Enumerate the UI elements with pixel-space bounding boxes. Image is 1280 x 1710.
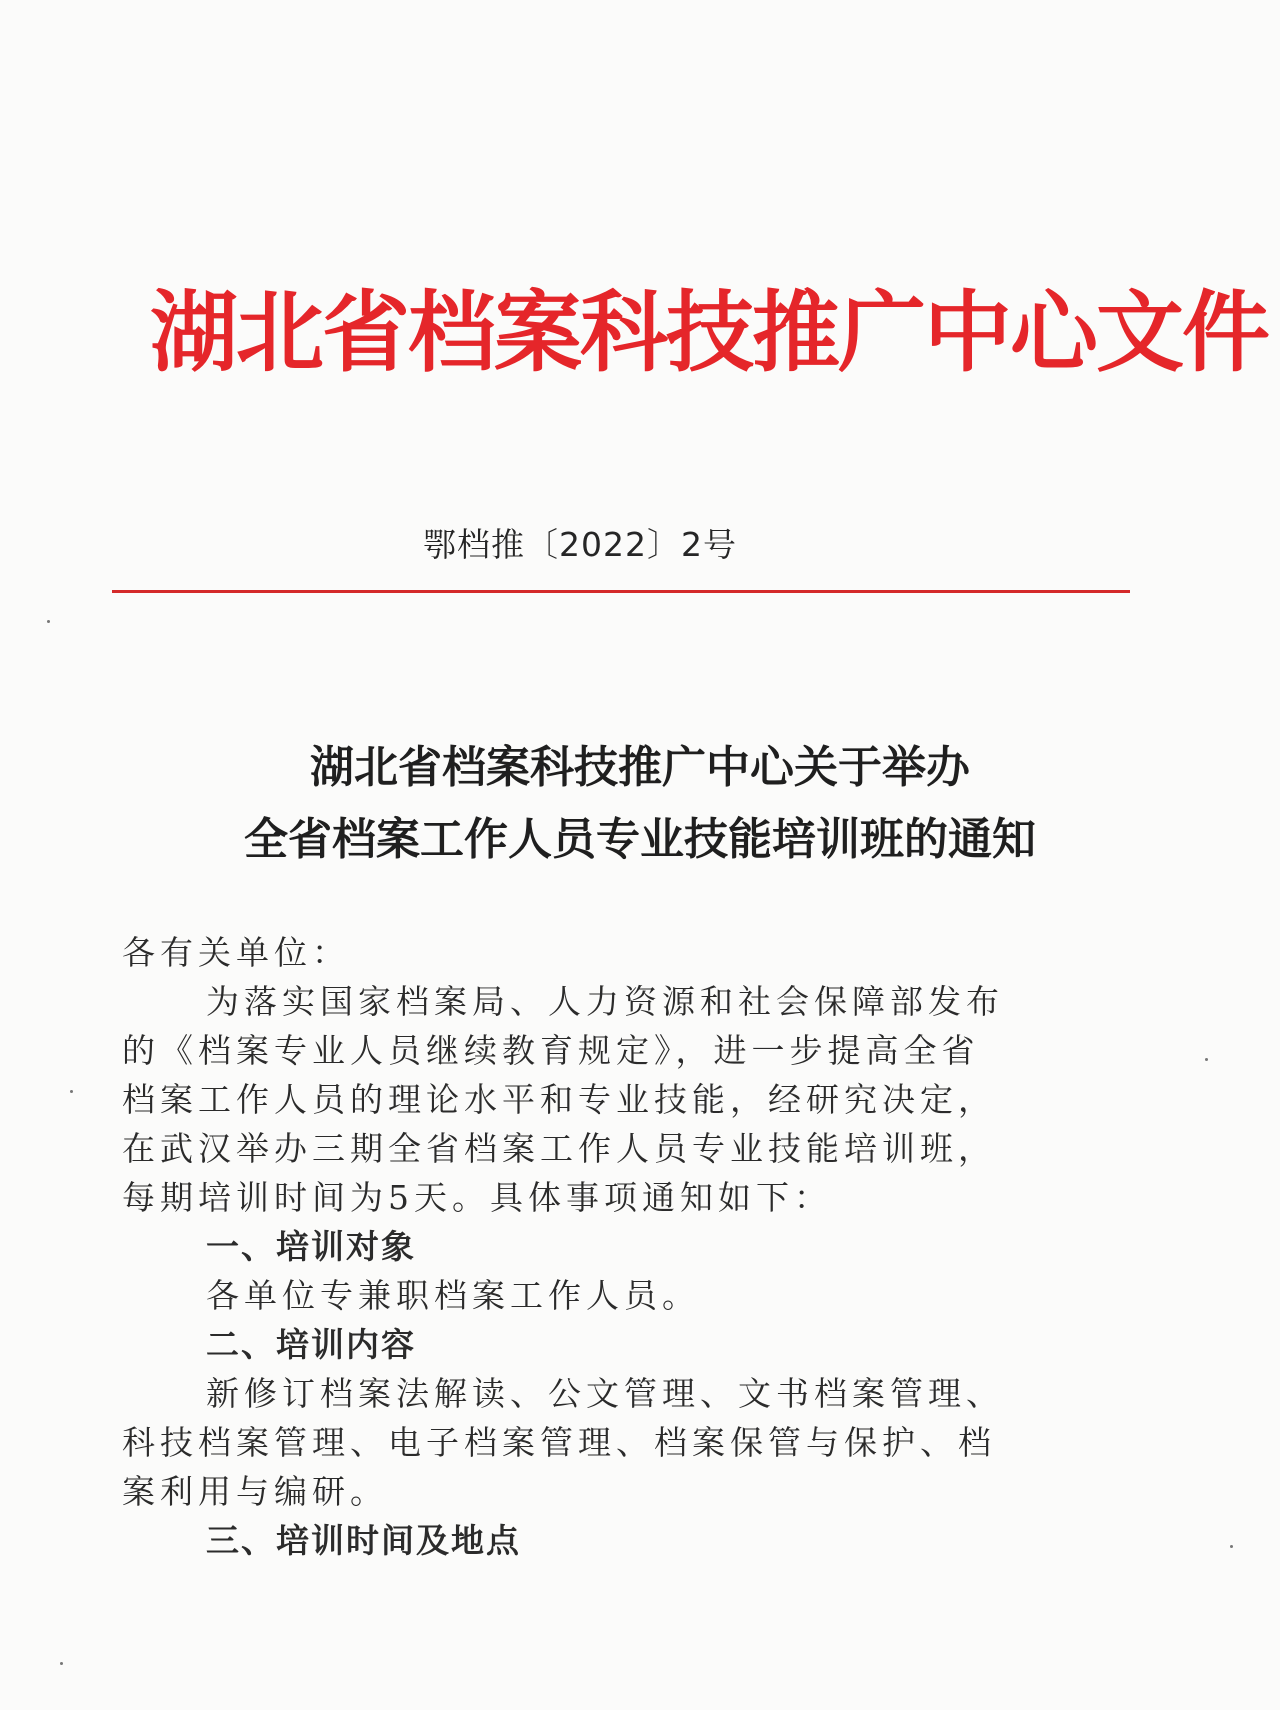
section-text-line: 案利用与编研。 xyxy=(122,1472,388,1511)
scan-speck xyxy=(60,1662,63,1665)
scan-speck xyxy=(1230,1545,1233,1548)
scan-speck xyxy=(47,620,50,623)
section-text-line: 新修订档案法解读、公文管理、文书档案管理、 xyxy=(206,1374,1004,1413)
document-number: 鄂档推〔2022〕2号 xyxy=(423,525,737,564)
notice-title-line: 全省档案工作人员专业技能培训班的通知 xyxy=(244,814,1036,865)
scan-speck xyxy=(1205,1058,1208,1061)
body-paragraph-line: 在武汉举办三期全省档案工作人员专业技能培训班， xyxy=(122,1129,996,1168)
salutation: 各有关单位： xyxy=(122,933,350,972)
notice-title-line: 湖北省档案科技推广中心关于举办 xyxy=(310,742,970,793)
body-paragraph-line: 档案工作人员的理论水平和专业技能，经研究决定， xyxy=(122,1080,996,1119)
notice-body xyxy=(122,928,1082,1565)
notice-title xyxy=(120,732,1160,876)
section-text: 各单位专兼职档案工作人员。 xyxy=(206,1276,700,1315)
body-paragraph-line: 的《档案专业人员继续教育规定》，进一步提高全省 xyxy=(122,1031,980,1070)
section-heading: 一、培训对象 xyxy=(206,1227,416,1266)
body-paragraph-line: 每期培训时间为5天。具体事项通知如下： xyxy=(122,1178,832,1217)
section-text-line: 科技档案管理、电子档案管理、档案保管与保护、档 xyxy=(122,1423,996,1462)
scan-speck xyxy=(70,1090,73,1093)
red-separator-line xyxy=(112,590,1130,593)
body-paragraph-line: 为落实国家档案局、人力资源和社会保障部发布 xyxy=(206,982,1004,1021)
section-heading: 二、培训内容 xyxy=(206,1325,416,1364)
org-file-title: 湖北省档案科技推广中心文件 xyxy=(150,281,1269,384)
section-heading: 三、培训时间及地点 xyxy=(206,1521,521,1560)
